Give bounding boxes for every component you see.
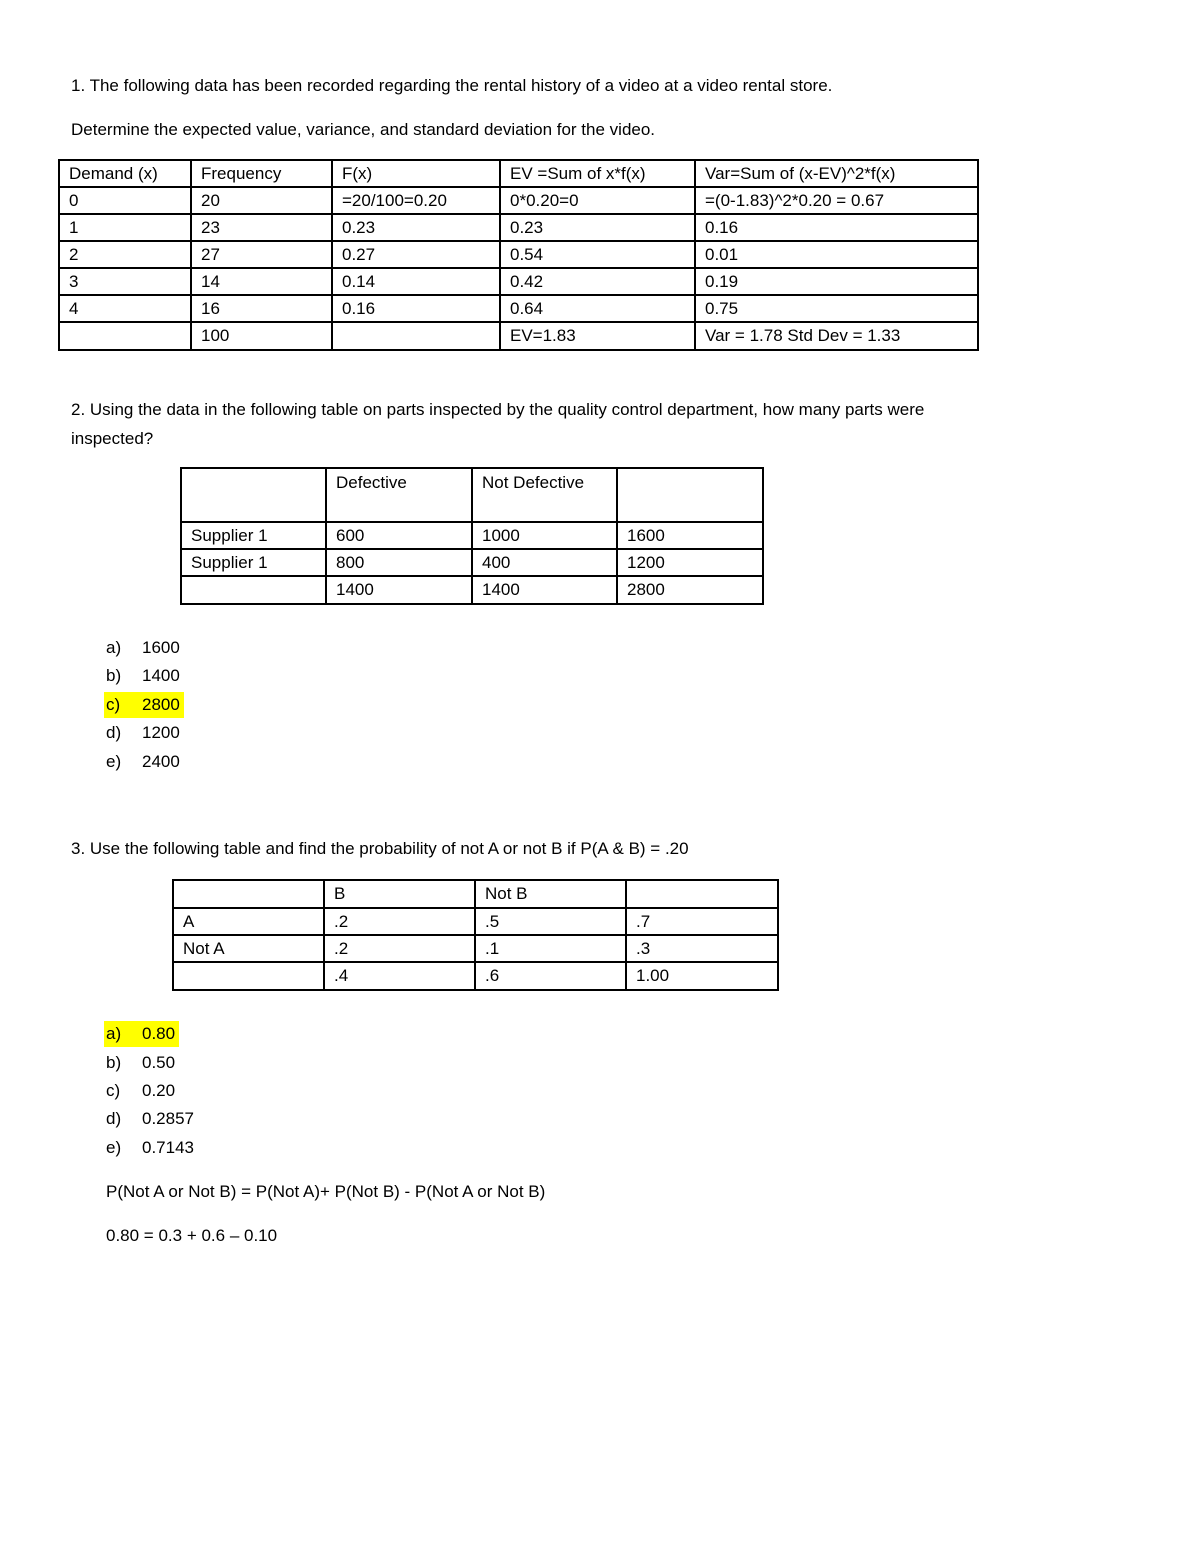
q2-prompt-line2: inspected? [71, 429, 154, 448]
option-value: 1400 [142, 666, 180, 685]
table-cell [181, 576, 326, 604]
table-cell: 27 [191, 241, 332, 268]
option-letter: c) [106, 1081, 121, 1100]
table-cell: Supplier 1 [181, 522, 326, 549]
q1-prompt-line2: Determine the expected value, variance, and standard deviation for the video. [71, 120, 656, 139]
table-cell: 0.19 [695, 268, 978, 295]
table-cell: 0.42 [500, 268, 695, 295]
table-cell: =20/100=0.20 [332, 187, 500, 214]
table-cell: 0 [59, 187, 191, 214]
option-value: 2400 [142, 752, 180, 771]
q2-table [180, 467, 764, 605]
q3-header-cell: Not B [475, 880, 626, 908]
table-cell: 2 [59, 241, 191, 268]
q3-prompt: 3. Use the following table and find the probability of not A or not B if P(A & B) = .20 [71, 839, 689, 858]
table-row [59, 295, 978, 322]
q3-option-e [106, 1135, 194, 1161]
table-cell: 1000 [472, 522, 617, 549]
table-row [59, 241, 978, 268]
table-cell: 1400 [326, 576, 472, 604]
option-value: 0.2857 [142, 1109, 194, 1128]
q3-option-a-highlighted [104, 1021, 179, 1047]
table-cell: 600 [326, 522, 472, 549]
table-cell: .7 [626, 908, 778, 935]
table-cell: 0.01 [695, 241, 978, 268]
q2-prompt-line1: 2. Using the data in the following table on parts inspected by the quality control department, how many parts were [71, 400, 925, 419]
q2-header-cell: Defective [326, 468, 472, 522]
q2-option-a [106, 635, 180, 661]
q2-option-b [106, 663, 180, 689]
table-cell: 23 [191, 214, 332, 241]
q3-option-b [106, 1050, 175, 1076]
q1-header-cell: Frequency [191, 160, 332, 187]
table-cell: 0.23 [500, 214, 695, 241]
table-cell: 1200 [617, 549, 763, 576]
option-letter: a) [106, 1024, 122, 1043]
table-cell [332, 322, 500, 350]
table-cell: 0.14 [332, 268, 500, 295]
table-cell: 1.00 [626, 962, 778, 990]
table-cell: Not A [173, 935, 324, 962]
table-cell: Supplier 1 [181, 549, 326, 576]
option-letter: b) [106, 666, 122, 685]
table-cell: 0.16 [695, 214, 978, 241]
table-cell: 3 [59, 268, 191, 295]
option-value: 1200 [142, 723, 180, 742]
q3-table [172, 879, 779, 991]
q2-header-cell: Not Defective [472, 468, 617, 522]
option-letter: e) [106, 752, 122, 771]
q3-calculation: 0.80 = 0.3 + 0.6 – 0.10 [106, 1226, 278, 1245]
q3-formula: P(Not A or Not B) = P(Not A)+ P(Not B) - P(Not A or Not B) [106, 1182, 546, 1201]
table-cell: 14 [191, 268, 332, 295]
table-cell: .2 [324, 935, 475, 962]
q2-option-e [106, 749, 180, 775]
table-cell: 0.27 [332, 241, 500, 268]
table-row [173, 935, 778, 962]
q1-table [58, 159, 979, 351]
q2-header-cell [617, 468, 763, 522]
table-cell: 0.64 [500, 295, 695, 322]
table-cell: 16 [191, 295, 332, 322]
table-row [59, 268, 978, 295]
option-value: 0.7143 [142, 1138, 194, 1157]
table-row [59, 187, 978, 214]
table-cell: =(0-1.83)^2*0.20 = 0.67 [695, 187, 978, 214]
table-cell: .3 [626, 935, 778, 962]
q1-header-cell: Demand (x) [59, 160, 191, 187]
option-letter: d) [106, 723, 122, 742]
table-cell: 20 [191, 187, 332, 214]
q3-header-cell [173, 880, 324, 908]
table-row [173, 908, 778, 935]
table-cell: 2800 [617, 576, 763, 604]
option-value: 2800 [142, 695, 180, 714]
q2-option-c-highlighted [104, 692, 184, 718]
table-cell: 0.54 [500, 241, 695, 268]
option-value: 0.50 [142, 1053, 176, 1072]
table-cell: Var = 1.78 Std Dev = 1.33 [695, 322, 978, 350]
table-cell: 1 [59, 214, 191, 241]
table-cell: A [173, 908, 324, 935]
table-row [181, 549, 763, 576]
table-cell: .5 [475, 908, 626, 935]
table-cell: 1600 [617, 522, 763, 549]
table-cell [59, 322, 191, 350]
table-cell: .4 [324, 962, 475, 990]
q3-option-c [106, 1078, 175, 1104]
table-row [59, 214, 978, 241]
table-cell: 0.75 [695, 295, 978, 322]
table-cell: 1400 [472, 576, 617, 604]
table-cell: .2 [324, 908, 475, 935]
q1-prompt-line1: 1. The following data has been recorded regarding the rental history of a video at a video rental store. [71, 76, 833, 95]
q1-table-header-row [59, 160, 978, 187]
option-letter: a) [106, 638, 122, 657]
q2-option-d [106, 720, 180, 746]
table-cell: 800 [326, 549, 472, 576]
table-cell: 100 [191, 322, 332, 350]
table-cell: 0*0.20=0 [500, 187, 695, 214]
table-cell: 4 [59, 295, 191, 322]
option-value: 0.20 [142, 1081, 176, 1100]
option-value: 1600 [142, 638, 180, 657]
q1-header-cell: F(x) [332, 160, 500, 187]
table-cell [173, 962, 324, 990]
table-cell: .1 [475, 935, 626, 962]
table-cell: 0.16 [332, 295, 500, 322]
table-cell: .6 [475, 962, 626, 990]
table-cell: 400 [472, 549, 617, 576]
q1-header-cell: EV =Sum of x*f(x) [500, 160, 695, 187]
option-letter: e) [106, 1138, 122, 1157]
table-cell: 0.23 [332, 214, 500, 241]
option-value: 0.80 [142, 1024, 176, 1043]
table-row-total [59, 322, 978, 350]
q1-header-cell: Var=Sum of (x-EV)^2*f(x) [695, 160, 978, 187]
table-row-total [181, 576, 763, 604]
q2-header-cell [181, 468, 326, 522]
q3-header-cell: B [324, 880, 475, 908]
q3-table-header-row [173, 880, 778, 908]
table-row [181, 522, 763, 549]
q3-header-cell [626, 880, 778, 908]
q2-table-header-row [181, 468, 763, 522]
option-letter: c) [106, 695, 121, 714]
option-letter: d) [106, 1109, 122, 1128]
option-letter: b) [106, 1053, 122, 1072]
table-row-total [173, 962, 778, 990]
table-cell: EV=1.83 [500, 322, 695, 350]
q3-option-d [106, 1106, 194, 1132]
